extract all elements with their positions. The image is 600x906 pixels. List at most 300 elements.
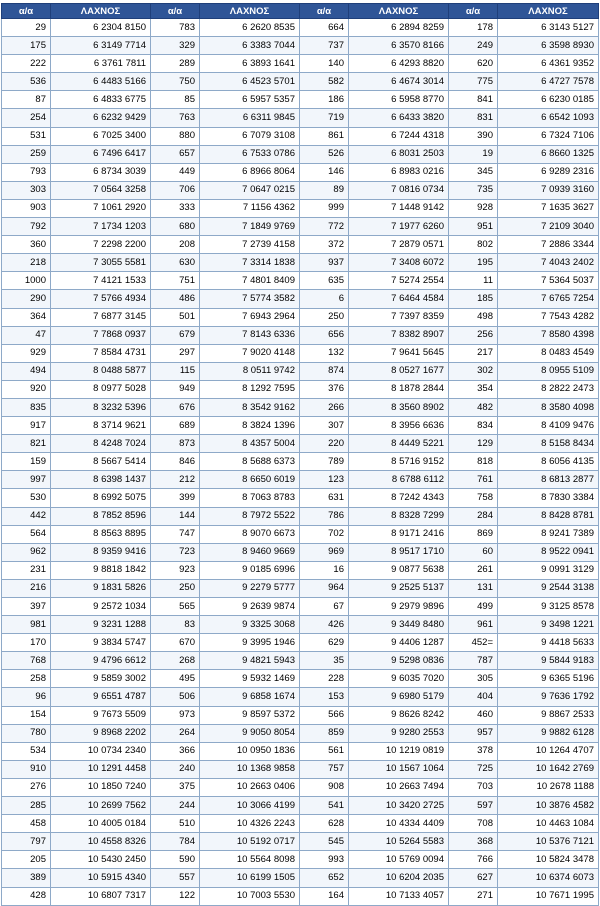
cell-ticket-number: 7 1156 4362 (200, 199, 300, 217)
cell-ticket-number: 6 5958 8770 (349, 91, 449, 109)
cell-ticket-number: 7 1977 6260 (349, 218, 449, 236)
table-row (2, 254, 599, 272)
cell-ticket-number: 7 7397 8359 (349, 308, 449, 326)
cell-ticket-number: 8 0511 9742 (200, 362, 300, 380)
table-header-row (2, 4, 599, 19)
table-row (2, 688, 599, 706)
cell-index: 35 (300, 652, 349, 670)
cell-index: 761 (449, 471, 498, 489)
table-row (2, 561, 599, 579)
cell-ticket-number: 9 0991 3129 (498, 561, 599, 579)
cell-index: 205 (2, 851, 51, 869)
cell-index: 154 (2, 706, 51, 724)
cell-ticket-number: 8 4449 5221 (349, 435, 449, 453)
cell-ticket-number: 6 6232 9429 (51, 109, 151, 127)
cell-ticket-number: 7 6464 4584 (349, 290, 449, 308)
cell-index: 993 (300, 851, 349, 869)
cell-index: 360 (2, 236, 51, 254)
cell-index: 657 (151, 145, 200, 163)
cell-index: 561 (300, 742, 349, 760)
cell-index: 725 (449, 760, 498, 778)
cell-ticket-number: 8 7972 5522 (200, 507, 300, 525)
cell-ticket-number: 9 6551 4787 (51, 688, 151, 706)
cell-ticket-number: 8 3580 4098 (498, 398, 599, 416)
table-row (2, 489, 599, 507)
cell-ticket-number: 8 3956 6636 (349, 417, 449, 435)
cell-ticket-number: 9 2279 5777 (200, 579, 300, 597)
cell-ticket-number: 9 3231 1288 (51, 616, 151, 634)
cell-index: 708 (449, 815, 498, 833)
cell-index: 240 (151, 760, 200, 778)
cell-index: 175 (2, 37, 51, 55)
cell-index: 951 (449, 218, 498, 236)
cell-ticket-number: 6 5957 5357 (200, 91, 300, 109)
cell-ticket-number: 6 4361 9352 (498, 55, 599, 73)
cell-index: 186 (300, 91, 349, 109)
table-body (2, 19, 599, 906)
cell-ticket-number: 9 6980 5179 (349, 688, 449, 706)
cell-ticket-number: 6 3143 5127 (498, 19, 599, 37)
cell-index: 146 (300, 163, 349, 181)
cell-ticket-number: 8 8328 7299 (349, 507, 449, 525)
cell-index: 364 (2, 308, 51, 326)
cell-index: 784 (151, 833, 200, 851)
cell-index: 676 (151, 398, 200, 416)
cell-ticket-number: 7 1635 3627 (498, 199, 599, 217)
cell-index: 679 (151, 326, 200, 344)
cell-index: 768 (2, 652, 51, 670)
table-row (2, 652, 599, 670)
cell-index: 60 (449, 543, 498, 561)
cell-ticket-number: 7 8382 8907 (349, 326, 449, 344)
cell-index: 378 (449, 742, 498, 760)
cell-ticket-number: 7 9641 5645 (349, 344, 449, 362)
cell-index: 541 (300, 797, 349, 815)
table-row (2, 797, 599, 815)
cell-index: 305 (449, 670, 498, 688)
cell-index: 498 (449, 308, 498, 326)
cell-ticket-number: 9 5844 9183 (498, 652, 599, 670)
cell-ticket-number: 8 3824 1396 (200, 417, 300, 435)
cell-index: 228 (300, 670, 349, 688)
cell-index: 284 (449, 507, 498, 525)
cell-ticket-number: 8 9171 2416 (349, 525, 449, 543)
cell-ticket-number: 7 0939 3160 (498, 181, 599, 199)
cell-ticket-number: 8 4357 5004 (200, 435, 300, 453)
cell-index: 510 (151, 815, 200, 833)
cell-index: 846 (151, 453, 200, 471)
cell-ticket-number: 10 5915 4340 (51, 869, 151, 887)
cell-ticket-number: 9 8867 2533 (498, 706, 599, 724)
cell-ticket-number: 7 1849 9769 (200, 218, 300, 236)
cell-ticket-number: 6 3570 8166 (349, 37, 449, 55)
cell-ticket-number: 6 4833 6775 (51, 91, 151, 109)
cell-index: 249 (449, 37, 498, 55)
cell-ticket-number: 8 3714 9621 (51, 417, 151, 435)
cell-index: 302 (449, 362, 498, 380)
cell-ticket-number: 9 9882 6128 (498, 724, 599, 742)
cell-ticket-number: 10 5264 5583 (349, 833, 449, 851)
cell-index: 345 (449, 163, 498, 181)
cell-index: 376 (300, 380, 349, 398)
cell-ticket-number: 8 6056 4135 (498, 453, 599, 471)
table-row (2, 290, 599, 308)
cell-index: 458 (2, 815, 51, 833)
cell-ticket-number: 8 1292 7595 (200, 380, 300, 398)
cell-index: 997 (2, 471, 51, 489)
cell-ticket-number: 6 4727 7578 (498, 73, 599, 91)
cell-index: 399 (151, 489, 200, 507)
column-header-ticket: ΛΑΧΝΟΣ (349, 4, 449, 19)
cell-index: 16 (300, 561, 349, 579)
cell-ticket-number: 8 2822 2473 (498, 380, 599, 398)
cell-index: 307 (300, 417, 349, 435)
cell-ticket-number: 8 5667 5414 (51, 453, 151, 471)
cell-ticket-number: 9 2544 3138 (498, 579, 599, 597)
cell-ticket-number: 7 1061 2920 (51, 199, 151, 217)
cell-index: 962 (2, 543, 51, 561)
cell-index: 276 (2, 778, 51, 796)
cell-ticket-number: 6 4523 5701 (200, 73, 300, 91)
table-row (2, 833, 599, 851)
cell-ticket-number: 9 6035 7020 (349, 670, 449, 688)
cell-ticket-number: 7 2739 4158 (200, 236, 300, 254)
cell-ticket-number: 6 3598 8930 (498, 37, 599, 55)
cell-index: 144 (151, 507, 200, 525)
cell-ticket-number: 10 5192 0717 (200, 833, 300, 851)
cell-index: 874 (300, 362, 349, 380)
cell-index: 526 (300, 145, 349, 163)
cell-ticket-number: 7 5274 2554 (349, 272, 449, 290)
cell-index: 222 (2, 55, 51, 73)
cell-index: 129 (449, 435, 498, 453)
cell-ticket-number: 9 6365 5196 (498, 670, 599, 688)
cell-ticket-number: 9 7673 5509 (51, 706, 151, 724)
cell-ticket-number: 10 3066 4199 (200, 797, 300, 815)
cell-index: 656 (300, 326, 349, 344)
cell-index: 880 (151, 127, 200, 145)
cell-index: 590 (151, 851, 200, 869)
cell-ticket-number: 9 6858 1674 (200, 688, 300, 706)
cell-ticket-number: 8 0977 5028 (51, 380, 151, 398)
cell-ticket-number: 6 2894 8259 (349, 19, 449, 37)
column-header-index: α/α (449, 4, 498, 19)
cell-ticket-number: 10 7671 1995 (498, 887, 599, 905)
cell-ticket-number: 6 7324 7106 (498, 127, 599, 145)
cell-index: 689 (151, 417, 200, 435)
cell-index: 635 (300, 272, 349, 290)
table-row (2, 778, 599, 796)
cell-ticket-number: 9 2525 5137 (349, 579, 449, 597)
cell-ticket-number: 8 9359 9416 (51, 543, 151, 561)
cell-index: 737 (300, 37, 349, 55)
cell-index: 861 (300, 127, 349, 145)
cell-ticket-number: 6 4483 5166 (51, 73, 151, 91)
cell-index: 170 (2, 634, 51, 652)
cell-ticket-number: 7 8143 6336 (200, 326, 300, 344)
cell-index: 775 (449, 73, 498, 91)
cell-index: 259 (2, 145, 51, 163)
cell-index: 289 (151, 55, 200, 73)
column-header-ticket: ΛΑΧΝΟΣ (200, 4, 300, 19)
table-row (2, 851, 599, 869)
cell-ticket-number: 10 4558 8326 (51, 833, 151, 851)
cell-ticket-number: 7 5364 5037 (498, 272, 599, 290)
cell-index: 499 (449, 598, 498, 616)
table-row (2, 815, 599, 833)
cell-index: 772 (300, 218, 349, 236)
cell-index: 258 (2, 670, 51, 688)
cell-ticket-number: 7 3314 1838 (200, 254, 300, 272)
cell-index: 216 (2, 579, 51, 597)
column-header-index: α/α (2, 4, 51, 19)
cell-index: 123 (300, 471, 349, 489)
cell-ticket-number: 7 6877 3145 (51, 308, 151, 326)
cell-ticket-number: 9 8818 1842 (51, 561, 151, 579)
cell-index: 831 (449, 109, 498, 127)
table-row (2, 73, 599, 91)
cell-ticket-number: 7 5766 4934 (51, 290, 151, 308)
cell-ticket-number: 8 7852 8596 (51, 507, 151, 525)
table-row (2, 91, 599, 109)
cell-ticket-number: 8 9517 1710 (349, 543, 449, 561)
cell-ticket-number: 8 5158 8434 (498, 435, 599, 453)
table-row (2, 272, 599, 290)
cell-index: 254 (2, 109, 51, 127)
cell-index: 89 (300, 181, 349, 199)
cell-index: 631 (300, 489, 349, 507)
cell-ticket-number: 7 2886 3344 (498, 236, 599, 254)
cell-index: 582 (300, 73, 349, 91)
cell-index: 195 (449, 254, 498, 272)
cell-index: 719 (300, 109, 349, 127)
cell-index: 426 (300, 616, 349, 634)
table-row (2, 218, 599, 236)
cell-ticket-number: 6 3149 7714 (51, 37, 151, 55)
cell-index: 115 (151, 362, 200, 380)
cell-index: 937 (300, 254, 349, 272)
cell-ticket-number: 9 2572 1034 (51, 598, 151, 616)
cell-index: 680 (151, 218, 200, 236)
cell-index: 949 (151, 380, 200, 398)
cell-index: 783 (151, 19, 200, 37)
cell-ticket-number: 9 9050 8054 (200, 724, 300, 742)
cell-index: 818 (449, 453, 498, 471)
cell-ticket-number: 9 8597 5372 (200, 706, 300, 724)
cell-index: 290 (2, 290, 51, 308)
cell-ticket-number: 8 8563 8895 (51, 525, 151, 543)
cell-ticket-number: 9 7636 1792 (498, 688, 599, 706)
cell-ticket-number: 6 3383 7044 (200, 37, 300, 55)
cell-ticket-number: 10 4005 0184 (51, 815, 151, 833)
column-header-ticket: ΛΑΧΝΟΣ (51, 4, 151, 19)
cell-index: 923 (151, 561, 200, 579)
cell-ticket-number: 9 5298 0836 (349, 652, 449, 670)
cell-ticket-number: 8 8428 8781 (498, 507, 599, 525)
cell-index: 297 (151, 344, 200, 362)
cell-index: 185 (449, 290, 498, 308)
cell-index: 266 (300, 398, 349, 416)
cell-index: 285 (2, 797, 51, 815)
cell-ticket-number: 10 4334 4409 (349, 815, 449, 833)
cell-index: 929 (2, 344, 51, 362)
cell-index: 368 (449, 833, 498, 851)
cell-ticket-number: 10 6807 7317 (51, 887, 151, 905)
cell-ticket-number: 9 4418 5633 (498, 634, 599, 652)
cell-index: 452= (449, 634, 498, 652)
cell-index: 797 (2, 833, 51, 851)
table-row (2, 579, 599, 597)
cell-index: 495 (151, 670, 200, 688)
cell-index: 153 (300, 688, 349, 706)
cell-index: 268 (151, 652, 200, 670)
cell-ticket-number: 9 3125 8578 (498, 598, 599, 616)
cell-index: 178 (449, 19, 498, 37)
cell-ticket-number: 6 6311 9845 (200, 109, 300, 127)
cell-ticket-number: 7 4043 2402 (498, 254, 599, 272)
cell-index: 597 (449, 797, 498, 815)
cell-index: 969 (300, 543, 349, 561)
cell-index: 961 (449, 616, 498, 634)
table-row (2, 127, 599, 145)
cell-ticket-number: 8 0483 4549 (498, 344, 599, 362)
cell-index: 766 (449, 851, 498, 869)
cell-ticket-number: 10 7003 5530 (200, 887, 300, 905)
cell-ticket-number: 10 5769 0094 (349, 851, 449, 869)
cell-index: 763 (151, 109, 200, 127)
cell-index: 787 (449, 652, 498, 670)
cell-ticket-number: 9 8626 8242 (349, 706, 449, 724)
table-row (2, 507, 599, 525)
cell-index: 834 (449, 417, 498, 435)
cell-ticket-number: 10 7133 4057 (349, 887, 449, 905)
cell-ticket-number: 10 6374 6073 (498, 869, 599, 887)
cell-ticket-number: 8 9241 7389 (498, 525, 599, 543)
cell-index: 920 (2, 380, 51, 398)
cell-ticket-number: 8 0955 5109 (498, 362, 599, 380)
cell-ticket-number: 8 0488 5877 (51, 362, 151, 380)
cell-index: 494 (2, 362, 51, 380)
cell-ticket-number: 8 3560 8902 (349, 398, 449, 416)
cell-index: 702 (300, 525, 349, 543)
cell-index: 460 (449, 706, 498, 724)
cell-index: 630 (151, 254, 200, 272)
table-row (2, 616, 599, 634)
cell-index: 244 (151, 797, 200, 815)
cell-ticket-number: 7 0816 0734 (349, 181, 449, 199)
cell-index: 83 (151, 616, 200, 634)
cell-ticket-number: 8 5716 9152 (349, 453, 449, 471)
cell-ticket-number: 8 6788 6112 (349, 471, 449, 489)
column-header-ticket: ΛΑΧΝΟΣ (498, 4, 599, 19)
cell-index: 486 (151, 290, 200, 308)
table-row (2, 670, 599, 688)
table-row (2, 163, 599, 181)
cell-index: 910 (2, 760, 51, 778)
cell-index: 747 (151, 525, 200, 543)
table-row (2, 236, 599, 254)
cell-index: 627 (449, 869, 498, 887)
cell-index: 670 (151, 634, 200, 652)
cell-index: 757 (300, 760, 349, 778)
cell-index: 390 (449, 127, 498, 145)
cell-ticket-number: 8 6398 1437 (51, 471, 151, 489)
cell-index: 264 (151, 724, 200, 742)
cell-ticket-number: 9 3449 8480 (349, 616, 449, 634)
cell-index: 908 (300, 778, 349, 796)
cell-index: 506 (151, 688, 200, 706)
cell-ticket-number: 8 1878 2844 (349, 380, 449, 398)
cell-index: 802 (449, 236, 498, 254)
cell-ticket-number: 9 3325 3068 (200, 616, 300, 634)
cell-index: 703 (449, 778, 498, 796)
cell-ticket-number: 7 9020 4148 (200, 344, 300, 362)
cell-index: 85 (151, 91, 200, 109)
cell-ticket-number: 10 5430 2450 (51, 851, 151, 869)
cell-index: 428 (2, 887, 51, 905)
cell-ticket-number: 8 3542 9162 (200, 398, 300, 416)
table-row (2, 706, 599, 724)
cell-index: 250 (300, 308, 349, 326)
cell-index: 131 (449, 579, 498, 597)
cell-index: 303 (2, 181, 51, 199)
cell-index: 404 (449, 688, 498, 706)
cell-index: 531 (2, 127, 51, 145)
table-row (2, 37, 599, 55)
cell-ticket-number: 8 3232 5396 (51, 398, 151, 416)
cell-ticket-number: 7 8580 4398 (498, 326, 599, 344)
cell-ticket-number: 9 3834 5747 (51, 634, 151, 652)
cell-index: 159 (2, 453, 51, 471)
cell-index: 841 (449, 91, 498, 109)
table-row (2, 109, 599, 127)
cell-ticket-number: 9 3498 1221 (498, 616, 599, 634)
cell-index: 354 (449, 380, 498, 398)
cell-index: 333 (151, 199, 200, 217)
cell-index: 750 (151, 73, 200, 91)
cell-index: 29 (2, 19, 51, 37)
cell-index: 620 (449, 55, 498, 73)
cell-ticket-number: 6 8966 8064 (200, 163, 300, 181)
cell-ticket-number: 7 1734 1203 (51, 218, 151, 236)
cell-index: 957 (449, 724, 498, 742)
cell-index: 706 (151, 181, 200, 199)
cell-index: 217 (449, 344, 498, 362)
cell-index: 482 (449, 398, 498, 416)
cell-ticket-number: 9 8968 2202 (51, 724, 151, 742)
cell-ticket-number: 8 9460 9669 (200, 543, 300, 561)
cell-index: 19 (449, 145, 498, 163)
table-row (2, 19, 599, 37)
cell-ticket-number: 10 5376 7121 (498, 833, 599, 851)
table-row (2, 471, 599, 489)
cell-index: 780 (2, 724, 51, 742)
cell-ticket-number: 10 1368 9858 (200, 760, 300, 778)
table-row (2, 525, 599, 543)
cell-ticket-number: 10 1219 0819 (349, 742, 449, 760)
cell-index: 11 (449, 272, 498, 290)
cell-ticket-number: 10 4463 1084 (498, 815, 599, 833)
cell-ticket-number: 7 7868 0937 (51, 326, 151, 344)
cell-ticket-number: 6 7025 3400 (51, 127, 151, 145)
cell-ticket-number: 10 3420 2725 (349, 797, 449, 815)
cell-ticket-number: 8 9070 6673 (200, 525, 300, 543)
cell-ticket-number: 9 2639 9874 (200, 598, 300, 616)
cell-ticket-number: 9 4821 5943 (200, 652, 300, 670)
cell-index: 629 (300, 634, 349, 652)
cell-ticket-number: 6 2620 8535 (200, 19, 300, 37)
table-row (2, 199, 599, 217)
